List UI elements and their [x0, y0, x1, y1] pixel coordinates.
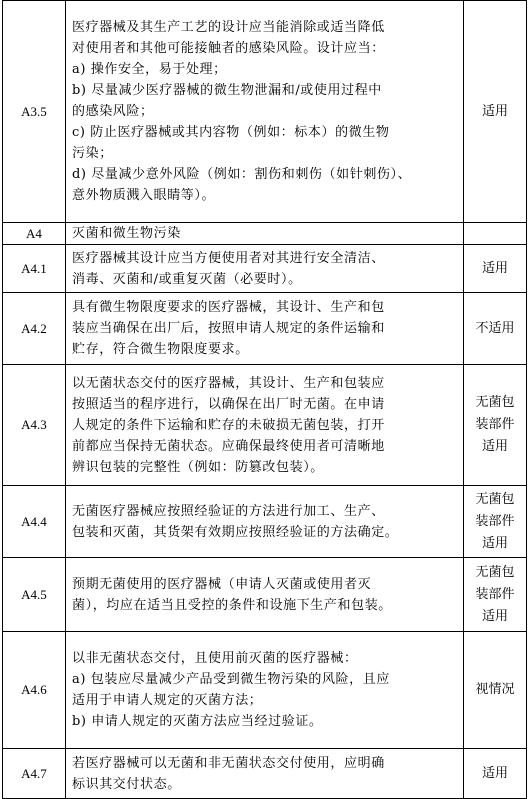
text-line: a) 操作安全，易于处理；: [72, 62, 227, 77]
text-line: b) 申请人规定的灭菌方法应当经过验证。: [72, 714, 323, 729]
text-line: 预期无菌使用的医疗器械（申请人灭菌或使用者灭: [72, 576, 372, 592]
applicability-text: 适用: [481, 608, 508, 624]
applicability-text: 适用: [481, 260, 508, 276]
applicability-cell: [464, 632, 527, 749]
applicability-text: 无菌包: [475, 491, 515, 507]
applicability-text: 适用: [481, 439, 508, 454]
applicability-cell: [464, 558, 527, 632]
table-row: [3, 632, 527, 749]
table-row: [3, 223, 527, 245]
applicability-text: 不适用: [475, 320, 515, 336]
applicability-cell: [464, 245, 527, 293]
text-line: 标识其交付状态。: [72, 776, 181, 792]
text-line: 具有微生物限度要求的医疗器械，其设计、生产和包: [72, 300, 385, 315]
clause-text: [66, 293, 464, 365]
clause-code: A4.6: [3, 632, 66, 749]
table-row: [3, 1, 527, 223]
text-line: 以非无菌状态交付，且使用前灭菌的医疗器械：: [72, 651, 358, 666]
applicability-text: 适用: [481, 535, 508, 551]
clause-code: A4.1: [3, 245, 66, 293]
table-row: [3, 293, 527, 365]
text-line: 医疗器械及其生产工艺的设计应当能消除或适当降低: [72, 20, 385, 35]
clause-text: [66, 749, 464, 799]
clause-code: A3.5: [3, 1, 66, 223]
text-line: c) 防止医疗器械或其内容物（例如：标本）的微生物: [72, 125, 390, 140]
clause-code: A4.5: [3, 558, 66, 632]
clause-text: [66, 365, 464, 486]
text-line: 若医疗器械可以无菌和非无菌状态交付使用，应明确: [72, 755, 385, 771]
text-line: 意外物质溅入眼睛等）。: [72, 188, 216, 203]
applicability-text: 装部件: [475, 417, 515, 432]
clause-text: [66, 223, 464, 245]
applicability-text: 装部件: [475, 513, 515, 529]
applicability-cell: [464, 293, 527, 365]
applicability-text: 无菌包: [475, 564, 515, 580]
text-line: 按照适当的程序进行，以确保在出厂时无菌。在申请: [72, 396, 385, 412]
text-line: 医疗器械其设计应当方便使用者对其进行安全清洁、: [72, 250, 385, 266]
text-line: 无菌医疗器械应按照经验证的方法进行加工、生产、: [72, 503, 385, 519]
applicability-text: 无菌包: [475, 395, 515, 410]
applicability-text: 装部件: [475, 586, 515, 602]
text-line: 污染；: [72, 146, 113, 161]
applicability-cell: [464, 749, 527, 799]
text-line: 消毒、灭菌和/或重复灭菌（必要时）。: [72, 271, 302, 287]
clause-text: [66, 245, 464, 293]
applicability-text: 适用: [481, 103, 508, 119]
table-row: [3, 749, 527, 799]
clause-code: A4.4: [3, 486, 66, 558]
text-line: 辨识包装的完整性（例如：防篡改包装）。: [72, 459, 324, 475]
text-line: 对使用者和其他可能接触者的感染风险。设计应当：: [72, 41, 385, 56]
clause-code: A4.7: [3, 749, 66, 799]
text-line: b) 尽量减少医疗器械的微生物泄漏和/或使用过程中: [72, 83, 382, 98]
table-row: [3, 558, 527, 632]
text-line: 装应当确保在出厂后，按照申请人规定的条件运输和: [72, 321, 385, 336]
clause-text: [66, 1, 464, 223]
applicability-cell: [464, 365, 527, 486]
section-heading: 灭菌和微生物污染: [72, 225, 181, 241]
table-row: [3, 245, 527, 293]
clause-code: A4.3: [3, 365, 66, 486]
clause-code: A4: [3, 223, 66, 245]
requirements-table: [2, 0, 527, 799]
text-line: d) 尽量减少意外风险（例如：割伤和刺伤（如针刺伤）、: [72, 167, 412, 182]
applicability-cell: [464, 223, 527, 245]
clause-text: [66, 558, 464, 632]
applicability-cell: [464, 486, 527, 558]
text-line: 以无菌状态交付的医疗器械，其设计、生产和包装应: [72, 375, 385, 391]
text-line: 的感染风险；: [72, 104, 154, 119]
applicability-cell: [464, 1, 527, 223]
text-line: 人规定的条件下运输和贮存的未破损无菌包装，打开: [72, 417, 385, 433]
clause-text: [66, 486, 464, 558]
text-line: 菌），均应在适当且受控的条件和设施下生产和包装。: [72, 597, 392, 613]
text-line: 包装和灭菌，其货架有效期应按照经验证的方法确定。: [72, 524, 399, 540]
applicability-text: 适用: [481, 765, 508, 781]
table-row: [3, 365, 527, 486]
text-line: 前都应当保持无菌状态。应确保最终使用者可清晰地: [72, 438, 385, 454]
table-row: [3, 486, 527, 558]
clause-text: [66, 632, 464, 749]
clause-code: A4.2: [3, 293, 66, 365]
applicability-text: 视情况: [475, 682, 515, 697]
text-line: a) 包装应尽量减少产品受到微生物污染的风险，且应: [72, 672, 390, 687]
text-line: 贮存，符合微生物限度要求。: [72, 342, 249, 357]
text-line: 适用于申请人规定的灭菌方法；: [72, 693, 263, 708]
